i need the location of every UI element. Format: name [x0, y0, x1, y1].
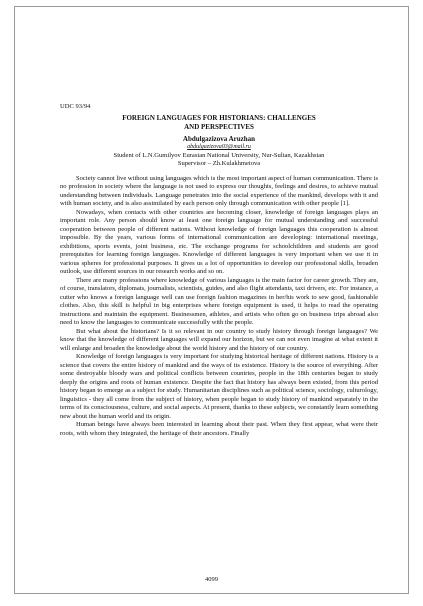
- paragraph-5: Knowledge of foreign languages is very important for studying historical heritage of different nations. History is a science that covers the entire history of mankind and the ways of its existence. History is the source of everything. After some destroyable bloody wars and political conflicts between countries, people in the 18th centuries began to study deeply the origins and roots of human existence. Despite the fact that history has always been existed, from this period history began to emerge as a subject for study. Humanitarian disciplines such as political science, sociology, culturology, linguistics - they all come from the subject of history, when people began to study history of mankind separately in the terms of its consciousness, culture, and social aspects. At present, thanks to these subjects, we constantly learn something new about the human world and its origin.: [60, 353, 378, 420]
- article-body: [60, 103, 378, 438]
- document-page: [14, 6, 409, 594]
- paragraph-6: Human beings have always been interested in learning about their past. When they first appear, what were their roots, with whom they integrated, the heritage of their ancestors. Finally: [60, 421, 378, 437]
- author-email-link[interactable]: abdulgazizova03@mail.ru: [187, 143, 251, 150]
- title-line-1: FOREIGN LANGUAGES FOR HISTORIANS: CHALLENGES: [122, 113, 316, 122]
- author-name: Abdulgazizova Aruzhan: [182, 134, 256, 143]
- paragraph-2: Nowadays, when contacts with other countries are becoming closer, knowledge of foreign languages plays an important role. Any person should know at least one foreign language for mutual understanding and successful cooperation between people of different nations. Without knowledge of foreign languages this cooperation is almost impossible. By the years, various forms of international communication are developing: international meetings, exhibitions, sports events, joint business, etc. The exchange programs for schoolchildren and students are good prerequisites for learning foreign languages. Knowledge of different languages is very important when we use it in various spheres for professional purposes. It gives us a lot of opportunities to develop our professional skills, broaden outlook, use different sources in our research works and so on.: [60, 208, 378, 276]
- supervisor-line: Supervisor – Zh.Kulakhmetova: [177, 160, 261, 168]
- udc-code: UDC 93/94: [60, 103, 91, 110]
- paragraph-4: But what about the historians? Is it so relevant in our country to study history through foreign languages? We know that the knowledge of different languages will expand our horizon, but we can not even imagine at what extent it will enlarge and broaden the knowledge about the world history and the history of our country.: [60, 327, 378, 352]
- author-affiliation: Student of L.N.Gumilyov Eurasian National University, Nur-Sultan, Kazakhstan: [113, 151, 325, 159]
- title-line-2: AND PERSPECTIVES: [184, 122, 254, 131]
- article-title: [60, 114, 378, 132]
- page-number: 4099: [205, 576, 218, 583]
- paragraph-1: Society cannot live without using languages which is the most important aspect of human communication. There is no profession in society where the language is not used to express our thoughts, feelings and desires, to achieve mutual understanding between individuals. Language penetrates into the social experience of the mankind, develops with it and with human society, and is also assimilated by each person only through communication with other people [1].: [60, 174, 378, 208]
- paragraph-3: There are many professions where knowledge of various languages is the main factor for career growth. They are, of course, translators, diplomats, journalists, scientists, guides, and also flight attendants, taxi drivers, etc. For instance, a cutter who knows a foreign language well can use foreign fashion magazines in her/his work to sew good, fashionable clothes. Also, this skill is helpful in big enterprises where foreign equipment is used, it helps to read the operating instructions and maintain the equipment. Businessmen, athletes, and artists who often go on business trips abroad also need to know the languages to communicate successfully with the people.: [60, 276, 378, 327]
